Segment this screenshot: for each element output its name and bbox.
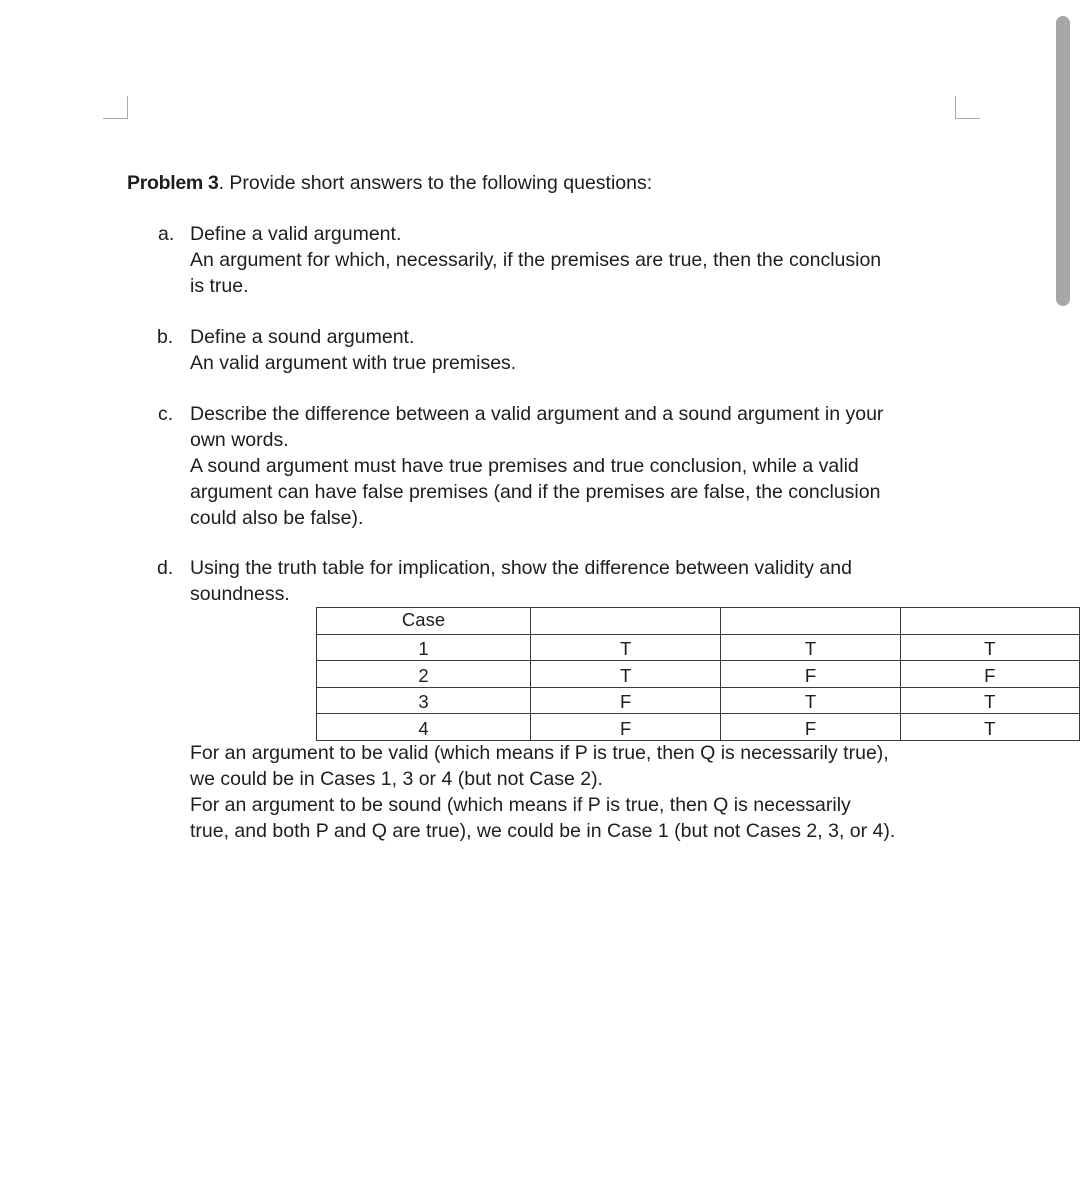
header-case: Case [317,608,531,635]
problem-label: Problem 3 [127,172,219,194]
item-c-answer-line: argument can have false premises (and if the premises are false, the conclusion [190,481,881,503]
item-c-question-line: Describe the difference between a valid argument and a sound argument in your [190,403,884,425]
q-value: F [721,714,900,741]
conclusion-line: true, and both P and Q are true), we could be in Case 1 (but not Cases 2, 3, or 4). [190,820,896,842]
item-d-question-line: soundness. [190,583,290,605]
p-value: T [531,634,721,661]
implication-cell [900,714,1079,741]
case-number: 2 [317,661,531,688]
table-row [317,714,1080,741]
item-d-question-line: Using the truth table for implication, show the difference between validity and [190,557,852,579]
p-value: F [531,714,721,741]
case-number: 3 [317,687,531,714]
case-number: 4 [317,714,531,741]
implication-value: T [984,691,996,712]
implication-value: T [984,638,996,659]
implication-cell [900,687,1079,714]
conclusion-paragraph [190,740,895,844]
truth-table-header-row [317,608,1080,635]
header-implication [900,608,1079,635]
table-row [317,634,1080,661]
conclusion-line: we could be in Cases 1, 3 or 4 (but not Case 2). [190,768,603,790]
item-a-marker: a. [158,223,175,245]
q-value: T [721,634,900,661]
problem-intro: . Provide short answers to the following questions: [218,172,653,194]
item-c [190,401,883,531]
vertical-scrollbar[interactable] [1056,16,1070,306]
item-b-answer-line: An valid argument with true premises. [190,352,517,374]
item-a-answer-line: An argument for which, necessarily, if the premises are true, then the conclusion [190,249,882,271]
item-b [190,324,516,376]
table-row [317,687,1080,714]
item-b-marker: b. [157,326,174,348]
item-c-answer-line: could also be false). [190,507,364,529]
item-a-answer-line: is true. [190,275,249,297]
item-c-answer-line: A sound argument must have true premises and true conclusion, while a valid [190,455,859,477]
p-value: T [531,661,721,688]
truth-table-container [316,607,1080,741]
implication-cell [900,634,1079,661]
header-q [721,608,900,635]
item-d-marker: d. [157,557,174,579]
conclusion-line: For an argument to be sound (which means if P is true, then Q is necessarily [190,794,851,816]
item-d [190,555,852,607]
item-c-question-line: own words. [190,429,289,451]
q-value: F [721,661,900,688]
table-row [317,661,1080,688]
case-number: 1 [317,634,531,661]
item-a-question: Define a valid argument. [190,223,402,245]
p-value: F [531,687,721,714]
header-p [531,608,721,635]
margin-corner-top-right [955,96,980,119]
item-a [190,221,881,299]
implication-value: T [984,717,996,739]
implication-cell [900,661,1079,688]
conclusion-line: For an argument to be valid (which means if P is true, then Q is necessarily true), [190,742,889,764]
item-b-question: Define a sound argument. [190,326,415,348]
problem-heading [127,170,652,196]
margin-corner-top-left [103,96,128,119]
implication-value: F [984,664,996,686]
truth-table [316,607,1080,741]
item-c-marker: c. [158,403,174,425]
q-value: T [721,687,900,714]
